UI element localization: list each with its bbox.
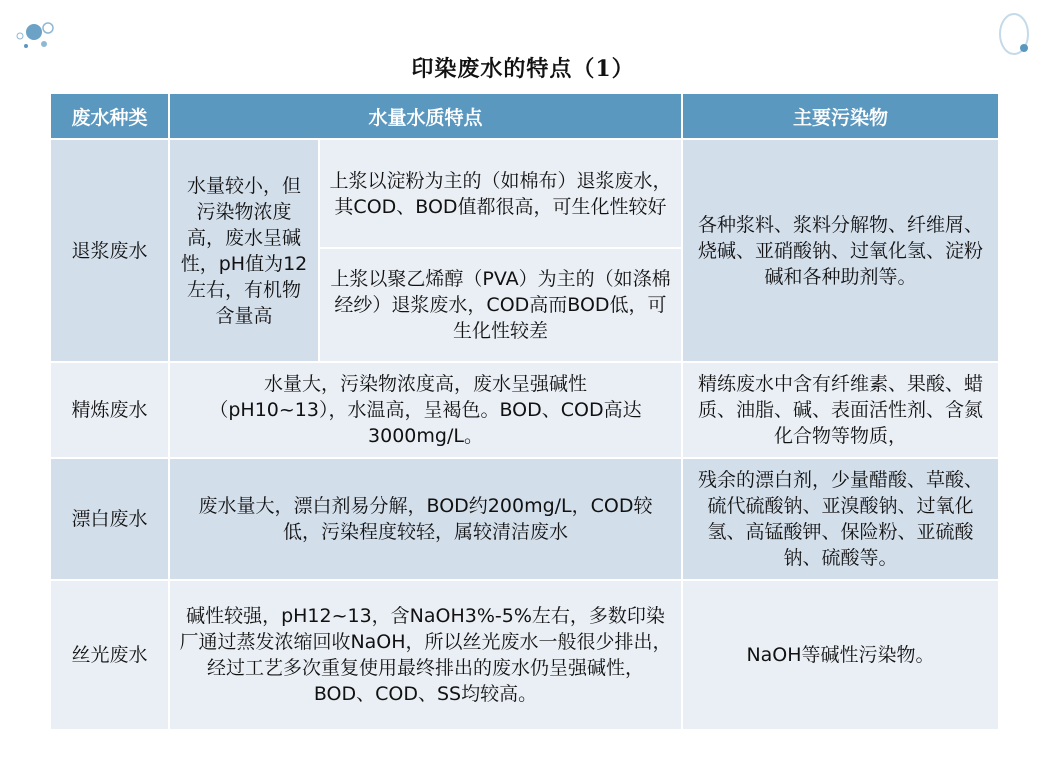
- table-row: [50, 362, 999, 458]
- row-type-desizing: 退浆废水: [50, 139, 169, 362]
- header-features: 水量水质特点: [169, 93, 682, 139]
- scouring-pollutants-text: 精练废水中含有纤维素、果酸、蜡质、油脂、碱、表面活性剂、含氮化合物等物质，: [698, 373, 984, 447]
- table-row: [50, 458, 999, 580]
- table-row: [50, 580, 999, 730]
- wastewater-table: [49, 92, 1000, 731]
- row-type-bleaching: 漂白废水: [50, 458, 169, 580]
- mercerizing-features-text: 碱性较强，pH12~13，含NaOH3%-5%左右，多数印染厂通过蒸发浓缩回收NaOH，所以丝光废水一般很少排出，经过工艺多次重复使用最终排出的废水仍呈强碱性，BOD、COD、SS均较高。: [179, 605, 672, 705]
- page-title: 印染废水的特点（1）: [411, 56, 635, 82]
- row-type-mercerizing: 丝光废水: [50, 580, 169, 730]
- mercerizing-pollutants: [682, 580, 999, 730]
- scouring-features: [169, 362, 682, 458]
- desizing-pva: [319, 248, 682, 362]
- row-type-scouring: 精炼废水: [50, 362, 169, 458]
- bleaching-features-text: 废水量大，漂白剂易分解，BOD约200mg/L，COD较低，污染程度较轻，属较清洁废水: [198, 495, 653, 543]
- scouring-features-text: 水量大，污染物浓度高，废水呈强碱性（pH10~13），水温高，呈褐色。BOD、COD高达3000mg/L。: [209, 373, 642, 447]
- desizing-pva-text: 上浆以聚乙烯醇（PVA）为主的（如涤棉经纱）退浆废水，COD高而BOD低，可生化性较差: [330, 268, 671, 342]
- desizing-pollutants: [682, 139, 999, 362]
- header-type: 废水种类: [50, 93, 169, 139]
- desizing-summary: [169, 139, 319, 362]
- scouring-pollutants: [682, 362, 999, 458]
- header-pollutants: 主要污染物: [682, 93, 999, 139]
- mercerizing-features: [169, 580, 682, 730]
- mercerizing-pollutants-text: NaOH等碱性污染物。: [746, 644, 935, 666]
- table-header-row: [50, 93, 999, 139]
- bleaching-pollutants: [682, 458, 999, 580]
- bubbles-decoration: [8, 14, 68, 54]
- desizing-starch: [319, 139, 682, 248]
- bleaching-pollutants-text: 残余的漂白剂，少量醋酸、草酸、硫代硫酸钠、亚溴酸钠、过氧化氢、高锰酸钾、保险粉、亚硫酸钠、硫酸等。: [698, 469, 984, 569]
- desizing-starch-text: 上浆以淀粉为主的（如棉布）退浆废水，其COD、BOD值都很高，可生化性较好: [329, 169, 672, 218]
- table-row: [50, 139, 999, 248]
- desizing-pollutants-text: 各种浆料、浆料分解物、纤维屑、烧碱、亚硝酸钠、过氧化氢、淀粉碱和各种助剂等。: [698, 213, 984, 288]
- bleaching-features: [169, 458, 682, 580]
- desizing-summary-text: 水量较小，但污染物浓度高，废水呈碱性，pH值为12左右，有机物含量高: [180, 174, 308, 327]
